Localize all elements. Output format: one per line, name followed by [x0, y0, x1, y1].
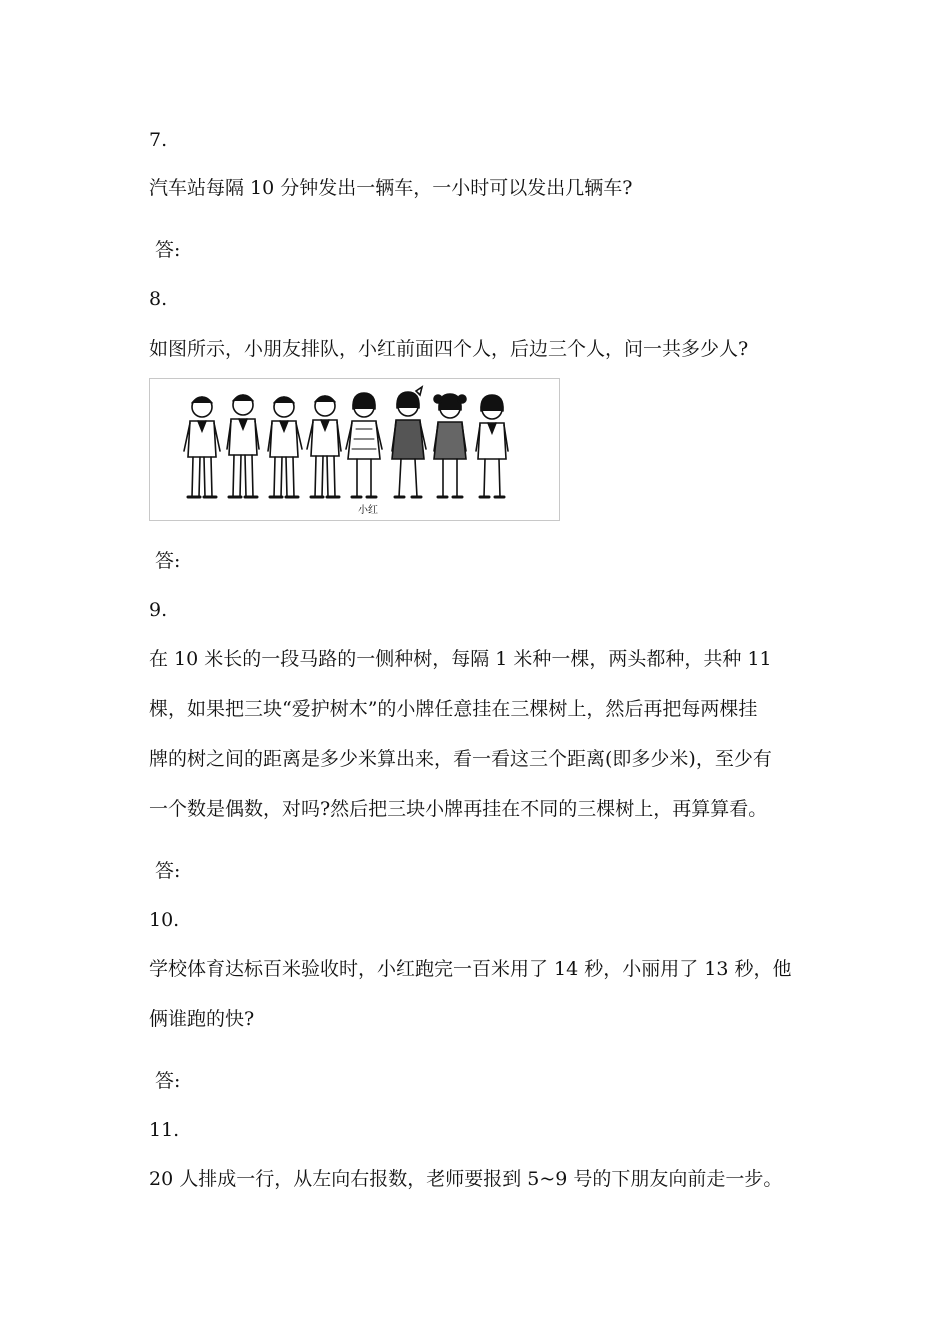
- child-figure-3: [268, 397, 302, 497]
- question-7-number: 7.: [149, 129, 168, 151]
- question-7-answer: 答:: [155, 239, 181, 261]
- child-figure-7: [434, 394, 466, 497]
- question-9-line-3: 牌的树之间的距离是多少米算出来，看一看这三个距离(即多少米)，至少有: [149, 748, 772, 770]
- question-10-number: 10.: [149, 909, 180, 931]
- question-11-number: 11.: [149, 1119, 180, 1141]
- question-9-line-1: 在 10 米长的一段马路的一侧种树，每隔 1 米种一棵，两头都种，共种 11: [149, 648, 772, 670]
- child-figure-4: [307, 396, 341, 497]
- question-9-answer: 答:: [155, 860, 181, 882]
- figure-caption-xiaohong: 小红: [358, 505, 378, 516]
- children-lineup-drawing: [150, 379, 559, 520]
- child-figure-6: [392, 387, 426, 497]
- child-figure-1: [184, 397, 220, 497]
- question-8-text: 如图所示，小朋友排队，小红前面四个人，后边三个人，问一共多少人?: [149, 338, 749, 360]
- question-10-line-2: 俩谁跑的快?: [149, 1008, 255, 1030]
- question-9-number: 9.: [149, 599, 168, 621]
- question-10-answer: 答:: [155, 1070, 181, 1092]
- child-figure-8: [476, 395, 508, 497]
- question-8-number: 8.: [149, 288, 168, 310]
- question-9-line-2: 棵，如果把三块“爱护树木”的小牌任意挂在三棵树上，然后再把每两棵挂: [149, 698, 758, 720]
- question-8-answer: 答:: [155, 550, 181, 572]
- question-9-line-4: 一个数是偶数，对吗?然后把三块小牌再挂在不同的三棵树上，再算算看。: [149, 798, 768, 820]
- question-11-text: 20 人排成一行，从左向右报数，老师要报到 5~9 号的下朋友向前走一步。: [149, 1168, 783, 1190]
- question-7-text: 汽车站每隔 10 分钟发出一辆车，一小时可以发出几辆车?: [149, 177, 633, 199]
- child-figure-xiaohong: [346, 393, 382, 497]
- question-10-line-1: 学校体育达标百米验收时，小红跑完一百米用了 14 秒，小丽用了 13 秒，他: [149, 958, 792, 980]
- queue-illustration: [149, 378, 560, 521]
- child-figure-2: [227, 395, 259, 497]
